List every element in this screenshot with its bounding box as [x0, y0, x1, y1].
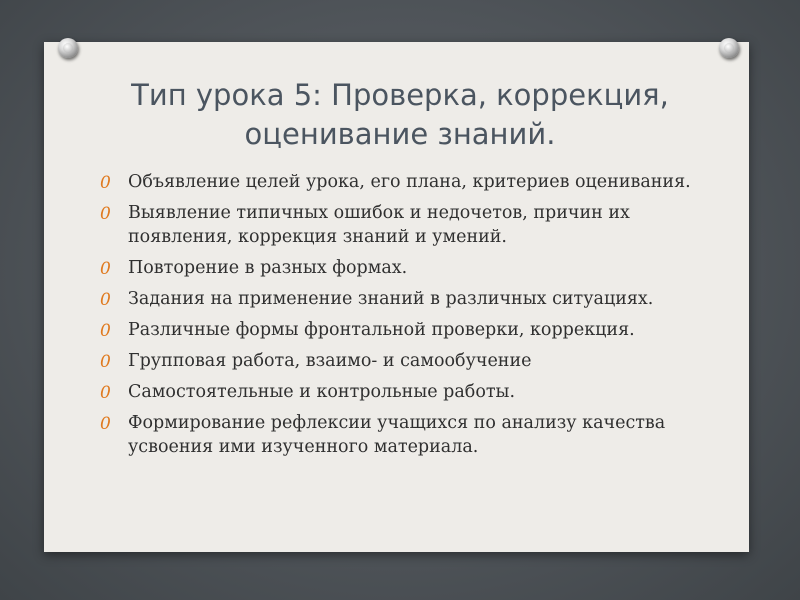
bullet-marker-icon: 0: [100, 352, 111, 372]
pushpin-right-icon: [719, 38, 739, 58]
bullet-item: [100, 411, 720, 459]
bullet-item: [100, 201, 720, 249]
slide-title: [60, 76, 740, 154]
bullet-marker-icon: 0: [100, 321, 111, 341]
bullet-text: Групповая работа, взаимо- и самообучение: [128, 351, 532, 371]
bullet-item: [100, 287, 720, 311]
bullet-marker-icon: 0: [100, 290, 111, 310]
bullet-item: [100, 380, 720, 404]
bullet-marker-icon: 0: [100, 204, 111, 224]
pushpin-left-icon: [58, 38, 78, 58]
bullet-text: Повторение в разных формах.: [128, 258, 408, 278]
bullet-text: Выявление типичных ошибок и недочетов, причин их появления, коррекция знаний и умений.: [128, 203, 630, 247]
bullet-item: [100, 318, 720, 342]
bullet-text: Различные формы фронтальной проверки, коррекция.: [128, 320, 635, 340]
bullet-item: [100, 256, 720, 280]
bullet-marker-icon: 0: [100, 259, 111, 279]
bullet-item: [100, 349, 720, 373]
slide-title-line2: оценивание знаний.: [244, 117, 556, 151]
bullet-marker-icon: 0: [100, 414, 111, 434]
bullet-text: Формирование рефлексии учащихся по анализу качества усвоения ими изученного материала.: [128, 413, 666, 457]
bullet-list: [100, 170, 720, 466]
slide-title-line1: Тип урока 5: Проверка, коррекция,: [131, 78, 669, 112]
bullet-marker-icon: 0: [100, 383, 111, 403]
bullet-text: Самостоятельные и контрольные работы.: [128, 382, 516, 402]
bullet-item: [100, 170, 720, 194]
bullet-text: Задания на применение знаний в различных ситуациях.: [128, 289, 654, 309]
bullet-text: Объявление целей урока, его плана, критериев оценивания.: [128, 172, 691, 192]
bullet-marker-icon: 0: [100, 173, 111, 193]
